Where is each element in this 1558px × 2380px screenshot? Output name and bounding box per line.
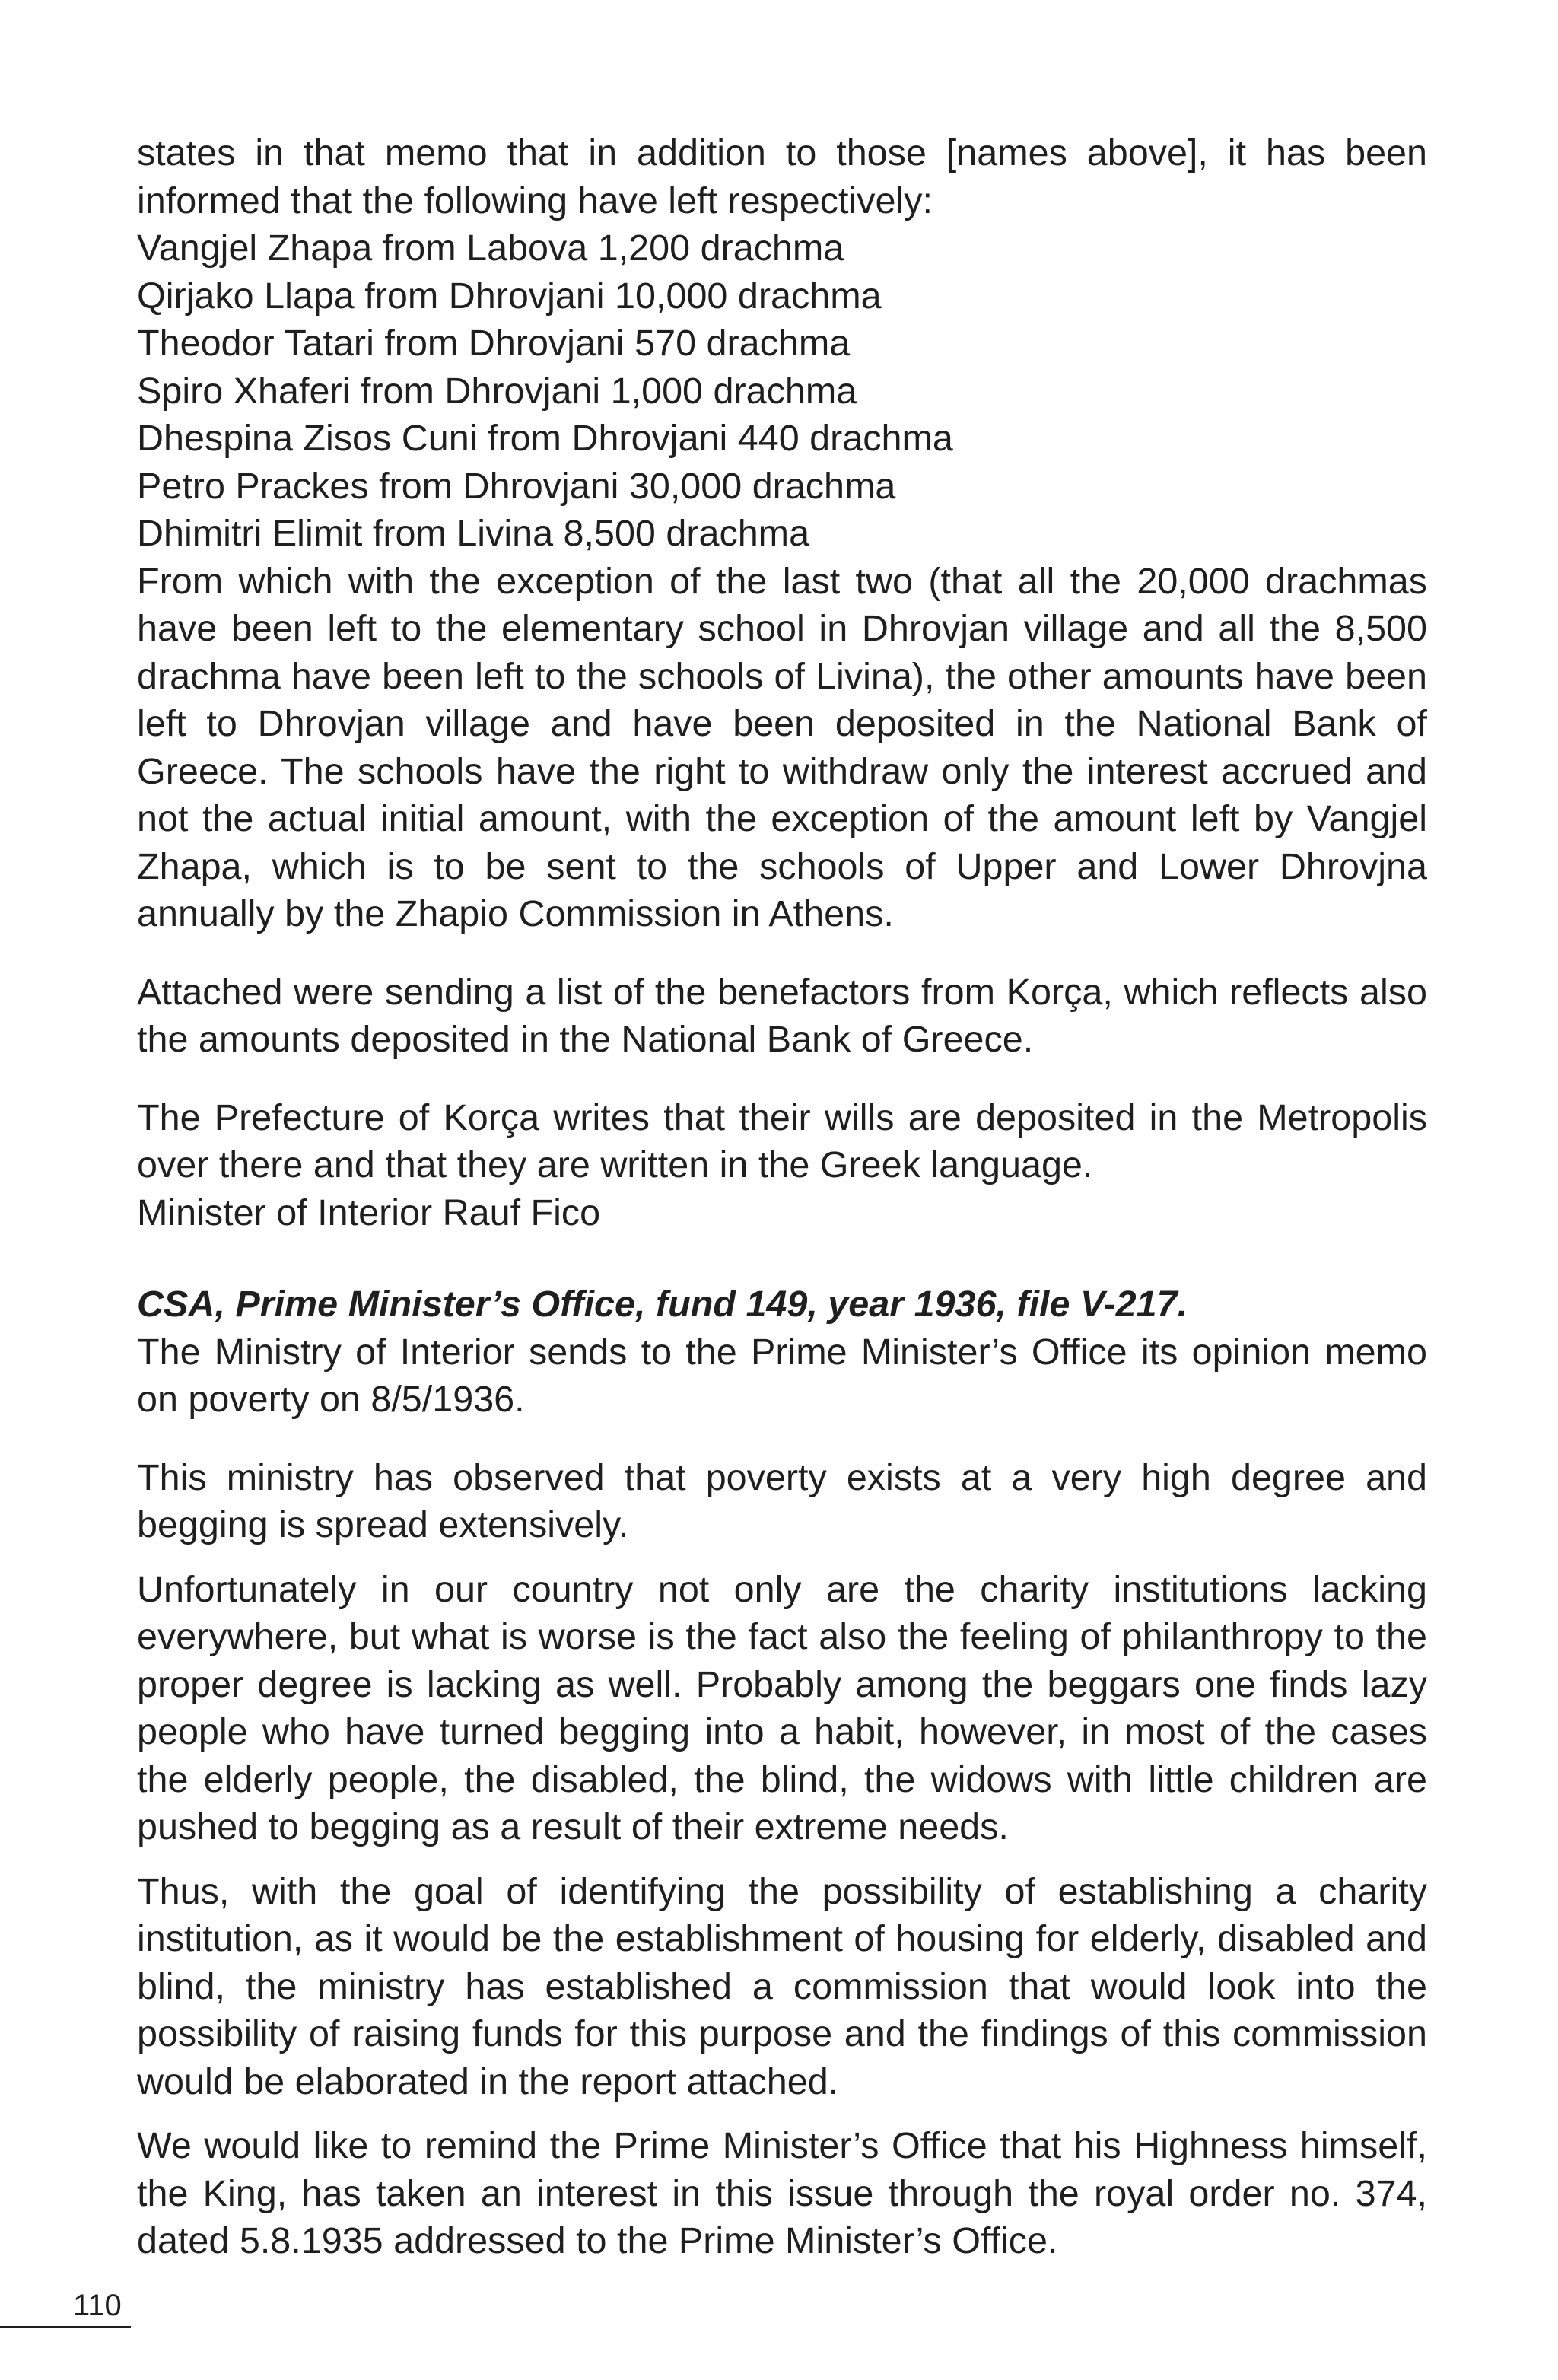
- bequest-line: Theodor Tatari from Dhrovjani 570 drachma: [137, 323, 851, 364]
- signature-line: Minister of Interior Rauf Fico: [137, 1192, 601, 1233]
- exception-text: From which with the exception of the last two (that all the 20,000 drachmas have been left to the elementary school in Dhrovjan village and all the 8,500 drachma have been left to the schools of Livina), the other amounts have been left to Dhrovjan village and have been deposited in the National Bank of Greece. The schools have the right to withdraw only the interest accrued and not the actual initial amount, with the exception of the amount left by Vangjel Zhapa, which is to be sent to the schools of Upper and Lower Dhrovjna annually by the Zhapio Commission in Athens.: [137, 560, 1427, 934]
- ministry-paragraph: The Ministry of Interior sends to the Prime Minister’s Office its opinion memo on poverty on 8/5/1936.: [137, 1331, 1427, 1420]
- unfortunately-paragraph: Unfortunately in our country not only are the charity institutions lacking everywhere, but what is worse is the fact also the feeling of philanthropy to the proper degree is lacking as well. Probably among the beggars one finds lazy people who have turned begging into a habit, however, in most of the cases the elderly people, the disabled, the blind, the widows with little children are pushed to begging as a result of their extreme needs.: [137, 1568, 1427, 1847]
- thus-paragraph: Thus, with the goal of identifying the possibility of establishing a charity institution, as it would be the establishment of housing for elderly, disabled and blind, the ministry has established a commission that would look into the possibility of raising funds for this purpose and the findings of this commission would be elaborated in the report attached.: [137, 1870, 1427, 2102]
- intro-text: states in that memo that in addition to those [names above], it has been informed that the following have left respectively:: [137, 132, 1427, 221]
- attached-paragraph: Attached were sending a list of the benefactors from Korça, which reflects also the amounts deposited in the National Bank of Greece.: [137, 971, 1427, 1060]
- bequest-line: Petro Prackes from Dhrovjani 30,000 drachma: [137, 465, 896, 507]
- prefecture-text: The Prefecture of Korça writes that their wills are deposited in the Metropolis over there and that they are written in the Greek language.: [137, 1096, 1427, 1185]
- bequest-line: Vangjel Zhapa from Labova 1,200 drachma: [137, 228, 844, 269]
- remind-paragraph: We would like to remind the Prime Minister’s Office that his Highness himself, the King, has taken an interest in this issue through the royal order no. 374, dated 5.8.1935 addressed to the Prime Minister’s Office.: [137, 2125, 1427, 2261]
- page-number-rule: [0, 2326, 131, 2328]
- page-number: 110: [73, 2289, 122, 2322]
- bequest-line: Qirjako Llapa from Dhrovjani 10,000 drachma: [137, 275, 882, 317]
- prefecture-paragraph: [137, 1094, 1427, 1237]
- page-body: [137, 129, 1427, 2265]
- bequest-line: Dhespina Zisos Cuni from Dhrovjani 440 drachma: [137, 418, 953, 459]
- bequest-line: Dhimitri Elimit from Livina 8,500 drachma: [137, 513, 810, 554]
- intro-paragraph: [137, 129, 1427, 938]
- poverty-paragraph: This ministry has observed that poverty exists at a very high degree and begging is spread extensively.: [137, 1456, 1427, 1545]
- bequest-line: Spiro Xhaferi from Dhrovjani 1,000 drachma: [137, 370, 857, 412]
- source-heading: CSA, Prime Minister’s Office, fund 149, year 1936, file V-217.: [137, 1284, 1188, 1325]
